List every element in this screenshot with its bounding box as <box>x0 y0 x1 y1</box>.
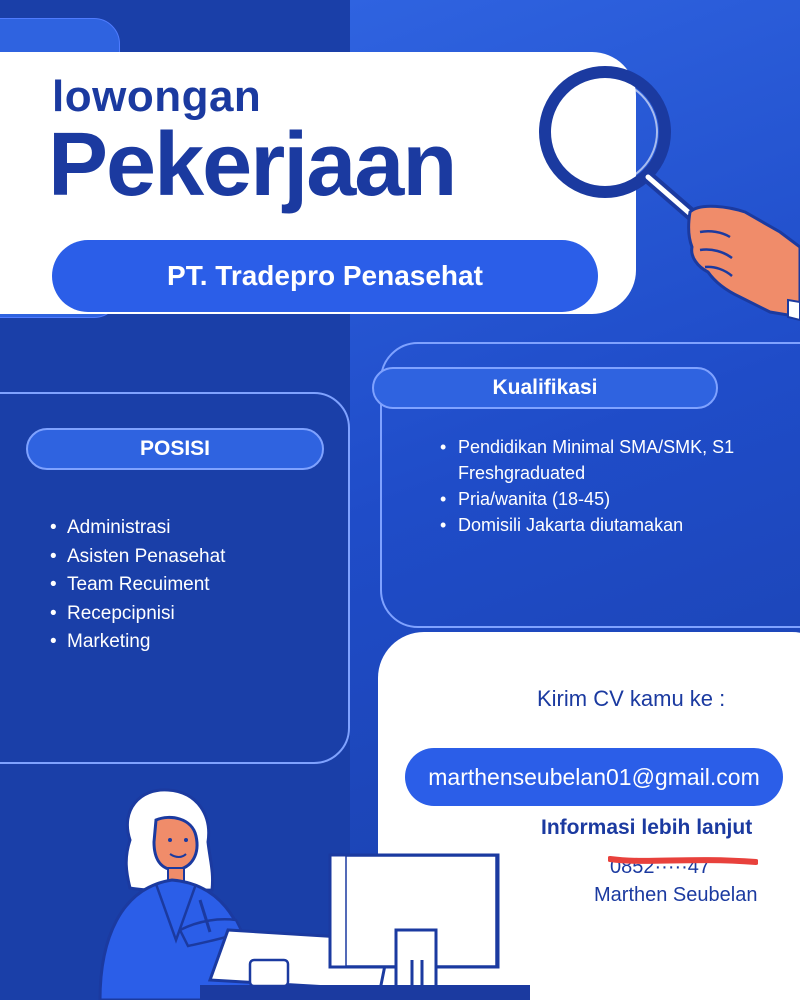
list-item: • Pria/wanita (18-45) <box>440 486 770 512</box>
list-item: • Recepcipnisi <box>50 600 225 629</box>
list-item: • Administrasi <box>50 514 225 543</box>
woman-illustration <box>60 780 530 1000</box>
list-item: • Pendidikan Minimal SMA/SMK, S1 Freshgraduated <box>440 434 770 486</box>
email-link[interactable]: marthenseubelan01@gmail.com <box>405 748 783 806</box>
positions-heading: POSISI <box>26 428 324 470</box>
contact-name: Marthen Seubelan <box>594 884 758 906</box>
qualifications-heading: Kualifikasi <box>372 367 718 409</box>
phone-number: 0852·····47 <box>610 856 711 878</box>
more-info-label: Informasi lebih lanjut <box>541 816 753 839</box>
magnifier-icon <box>530 62 800 332</box>
strike-scribble <box>608 855 758 865</box>
list-item: • Domisili Jakarta diutamakan <box>440 512 770 538</box>
list-item: • Marketing <box>50 628 225 657</box>
positions-list <box>50 514 225 657</box>
list-item: • Asisten Penasehat <box>50 543 225 572</box>
hand-icon <box>689 206 800 320</box>
send-cv-label: Kirim CV kamu ke : <box>537 686 726 711</box>
company-name-pill: PT. Tradepro Penasehat <box>52 240 598 312</box>
qualifications-list <box>440 434 770 538</box>
list-item: • Team Recuiment <box>50 571 225 600</box>
title-big: Pekerjaan <box>48 115 456 215</box>
title-small: lowongan <box>52 72 262 121</box>
